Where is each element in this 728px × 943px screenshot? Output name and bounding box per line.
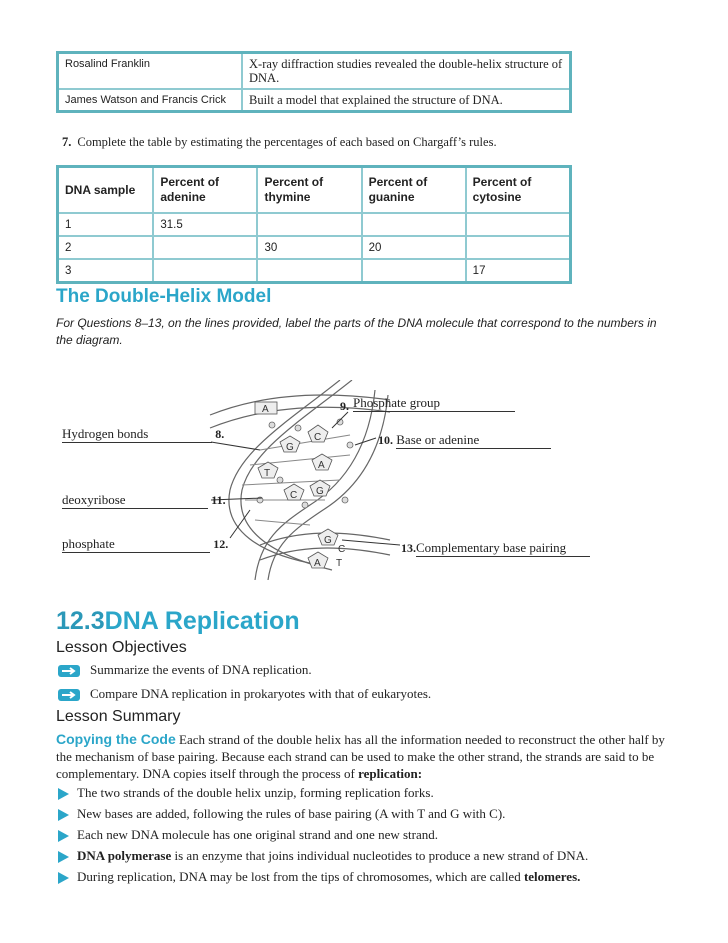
table-row [58, 53, 571, 90]
base-label: C [290, 490, 298, 501]
objective-item [58, 662, 312, 678]
instructions: For Questions 8–13, on the lines provided, label the parts of the DNA molecule that correspond to the numbers in the diagram. [56, 316, 657, 347]
table-cell[interactable] [153, 236, 257, 259]
bullet-text: During replication, DNA may be lost from the tips of chromosomes, which are called [77, 869, 524, 884]
question-7 [62, 135, 497, 150]
label-number: 8. [215, 427, 225, 441]
scientist-name: Rosalind Franklin [58, 53, 243, 90]
chargaff-table [56, 165, 572, 284]
section-name: DNA Replication [104, 607, 300, 635]
section-heading: The Double-Helix Model [56, 286, 272, 307]
base-label: G [324, 535, 332, 546]
list-item [58, 869, 580, 885]
table-row [58, 236, 571, 259]
label-13 [401, 540, 590, 557]
table-cell: 20 [362, 236, 466, 259]
answer-line[interactable]: phosphate [62, 536, 210, 553]
table-cell[interactable] [257, 213, 361, 236]
base-label: A [262, 404, 269, 415]
bullet-text: Each new DNA molecule has one original strand and one new strand. [77, 827, 439, 842]
table-cell[interactable] [257, 259, 361, 283]
key-term: replication: [358, 766, 423, 781]
base-label: A [318, 460, 325, 471]
answer-line[interactable]: Complementary base pairing [416, 540, 590, 557]
column-header: Percent of guanine [362, 167, 466, 214]
table-cell[interactable] [362, 259, 466, 283]
label-8 [62, 426, 224, 443]
table-cell: 1 [58, 213, 154, 236]
label-9 [340, 395, 515, 413]
column-header: DNA sample [58, 167, 154, 214]
label-number: 13. [401, 541, 416, 555]
base-label: C [338, 544, 346, 555]
scientists-table [56, 51, 572, 113]
table-cell: 30 [257, 236, 361, 259]
bullet-arrow-icon [58, 809, 69, 821]
bullet-arrow-icon [58, 788, 69, 800]
section-number: 12.3 [56, 607, 105, 635]
paragraph-text: Each strand of the double helix has all the information needed to reconstruct the other half by the mechanism of base pairing. Because each strand can be used to make the other strand, the strands are said to be complementary. DNA copies itself through the process of [56, 732, 665, 781]
label-number: 9. [340, 399, 349, 413]
base-label: A [314, 558, 321, 569]
label-12 [62, 536, 228, 553]
answer-line[interactable]: Phosphate group [353, 395, 515, 412]
table-cell: 17 [466, 259, 571, 283]
bullet-text: is an enzyme that joins individual nucleotides to produce a new strand of DNA. [171, 848, 589, 863]
scientist-contribution: X-ray diffraction studies revealed the double-helix structure of DNA. [242, 53, 571, 90]
table-cell: 3 [58, 259, 154, 283]
base-label: T [264, 468, 271, 479]
section-title [56, 607, 300, 636]
objective-text: Compare DNA replication in prokaryotes with that of eukaryotes. [90, 686, 432, 701]
table-cell: 31.5 [153, 213, 257, 236]
table-row [58, 259, 571, 283]
answer-line[interactable]: Hydrogen bonds [62, 426, 212, 443]
list-item [58, 848, 588, 864]
answer-line[interactable]: Base or adenine [396, 432, 551, 449]
bullet-arrow-icon [58, 851, 69, 863]
bullet-arrow-icon [58, 830, 69, 842]
label-number: 11. [211, 493, 226, 507]
base-label: C [314, 432, 322, 443]
list-item [58, 806, 505, 822]
base-label: G [316, 486, 324, 497]
table-row [58, 213, 571, 236]
column-header: Percent of adenine [153, 167, 257, 214]
table-header-row [58, 167, 571, 214]
column-header: Percent of cytosine [466, 167, 571, 214]
bullet-text: New bases are added, following the rules of base pairing (A with T and G with C). [77, 806, 506, 821]
list-item [58, 827, 438, 843]
column-header: Percent of thymine [257, 167, 361, 214]
bullet-text: The two strands of the double helix unzip, forming replication forks. [77, 785, 434, 800]
scientist-contribution: Built a model that explained the structure of DNA. [242, 89, 571, 112]
table-cell[interactable] [153, 259, 257, 283]
copying-paragraph [56, 731, 674, 782]
label-10 [378, 432, 551, 449]
key-icon [58, 664, 80, 678]
objective-item [58, 686, 431, 702]
table-cell[interactable] [466, 236, 571, 259]
key-term: telomeres. [523, 869, 581, 884]
table-cell: 2 [58, 236, 154, 259]
answer-line[interactable]: deoxyribose [62, 492, 208, 509]
objective-text: Summarize the events of DNA replication. [90, 662, 312, 677]
summary-heading: Lesson Summary [56, 708, 181, 725]
key-icon [58, 688, 80, 702]
question-text: Complete the table by estimating the percentages of each based on Chargaff’s rules. [77, 135, 497, 149]
label-number: 10. [378, 433, 393, 447]
bullet-arrow-icon [58, 872, 69, 884]
label-11 [62, 492, 226, 509]
scientist-name: James Watson and Francis Crick [58, 89, 243, 112]
table-row [58, 89, 571, 112]
label-number: 12. [213, 537, 229, 551]
objectives-heading: Lesson Objectives [56, 639, 187, 656]
base-label: G [286, 442, 294, 453]
base-label: T [336, 558, 343, 569]
key-term: DNA polymerase [77, 848, 172, 863]
question-number: 7. [62, 135, 72, 149]
table-cell[interactable] [362, 213, 466, 236]
list-item [58, 785, 434, 801]
paragraph-title: Copying the Code [56, 731, 176, 747]
table-cell[interactable] [466, 213, 571, 236]
